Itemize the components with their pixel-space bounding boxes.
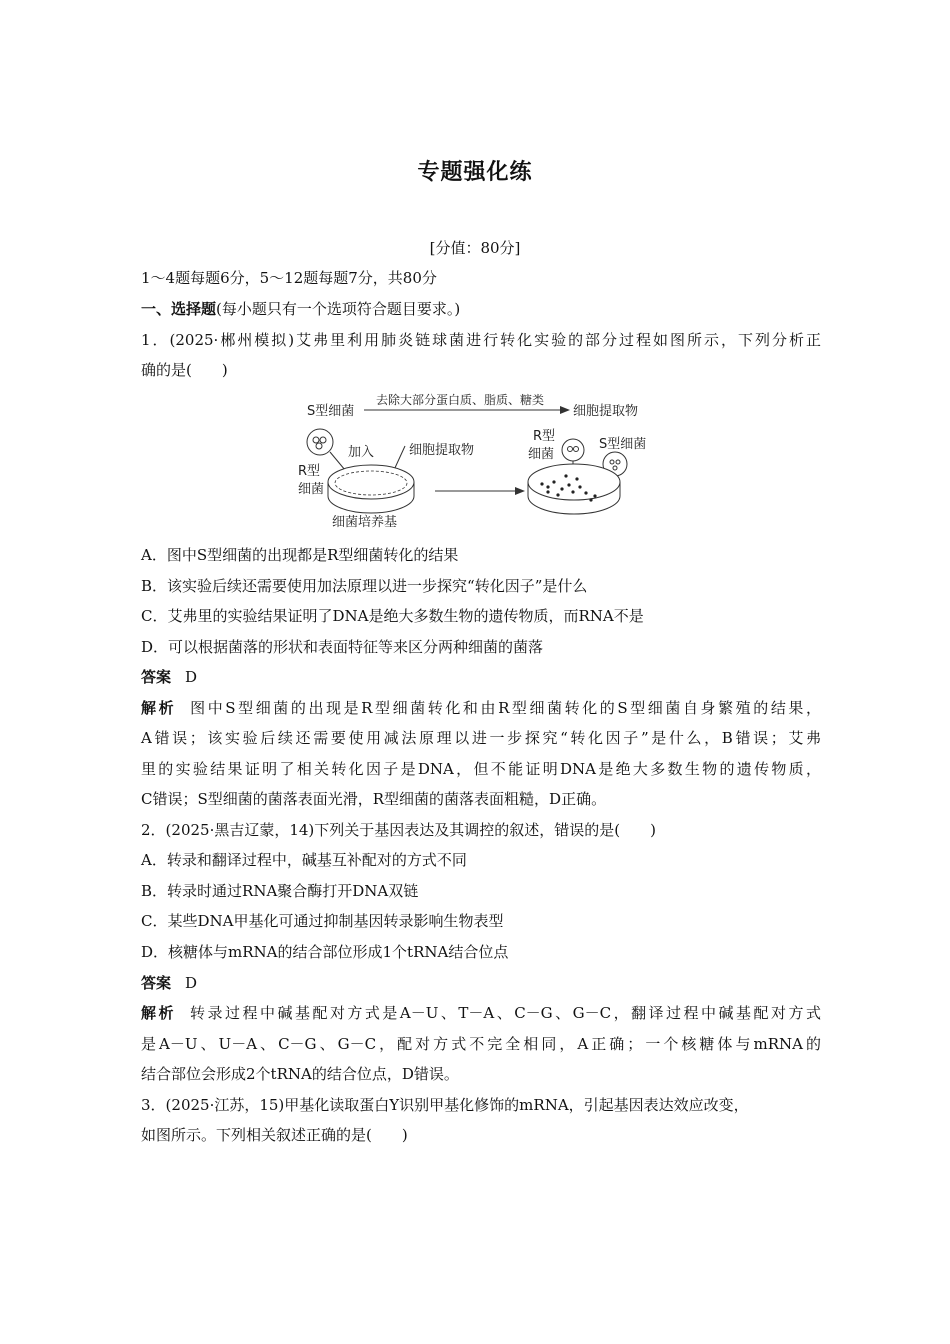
q1-option-b: B．该实验后续还需要使用加法原理以进一步探究“转化因子”是什么 [141,577,588,595]
section-title: 一、选择题 [141,300,217,318]
q2-option-c: C．某些DNA甲基化可通过抑制基因转录影响生物表型 [141,912,504,930]
fig-r-circle [562,439,584,461]
q1-analysis-line2: A错误；该实验后续还需要使用减法原理以进一步探究“转化因子”是什么，B错误；艾弗 [141,729,821,747]
q1-stem-line1: 1．(2025·郴州模拟)艾弗里利用肺炎链球菌进行转化实验的部分过程如图所示，下列分析正 [141,331,821,349]
fig-s-bacteria: S型细菌 [307,404,355,419]
q1-analysis-text-1: 图中S型细菌的出现是R型细菌转化和由R型细菌转化的S型细菌自身繁殖的结果， [190,699,821,717]
fig-r-label-2: 细菌 [298,482,325,497]
fig-s-circle-left [307,429,333,455]
analysis-label: 解析 [141,1004,176,1022]
q2-analysis-line2: 是A－U、U－A、C－G、G－C，配对方式不完全相同，A正确；一个核糖体与mRNA的 [141,1035,821,1053]
q2-analysis-text-1: 转录过程中碱基配对方式是A－U、T－A、C－G、G－C，翻译过程中碱基配对方式 [190,1004,821,1022]
fig-extract2: 细胞提取物 [409,443,475,458]
score-info: [分值：80分] [429,239,521,257]
fig-extract: 细胞提取物 [573,404,639,419]
fig-s2-label: S型细菌 [599,437,647,452]
answer-label: 答案 [141,668,172,686]
q1-option-c: C．艾弗里的实验结果证明了DNA是绝大多数生物的遗传物质，而RNA不是 [141,607,644,625]
fig-remove-label: 去除大部分蛋白质、脂质、糖类 [376,393,545,407]
fig-add: 加入 [348,445,375,460]
q2-option-d: D．核糖体与mRNA的结合部位形成1个tRNA结合位点 [141,943,509,961]
q1-stem-line2: 确的是( ) [141,361,228,379]
q1-analysis-line4: C错误；S型细菌的菌落表面光滑，R型细菌的菌落表面粗糙，D正确。 [141,790,607,808]
fig-dish-left [328,465,414,499]
answer-value: D [185,668,198,686]
q1-analysis-line3: 里的实验结果证明了相关转化因子是DNA，但不能证明DNA是绝大多数生物的遗传物质， [141,760,821,778]
q2-analysis-line1 [141,1003,821,1023]
analysis-label: 解析 [141,699,177,717]
q1-figure [290,388,670,538]
q3-stem-line2: 如图所示。下列相关叙述正确的是( ) [141,1126,408,1144]
answer-label: 答案 [141,974,172,992]
scoring-rule: 1～4题每题6分，5～12题每题7分，共80分 [141,269,437,287]
fig-r2-label-1: R型 [533,429,556,444]
q1-option-d: D．可以根据菌落的形状和表面特征等来区分两种细菌的菌落 [141,638,544,656]
fig-medium: 细菌培养基 [332,515,398,530]
q2-analysis-line3: 结合部位会形成2个tRNA的结合位点，D错误。 [141,1065,459,1083]
q2-answer [141,973,821,993]
fig-dish-right [528,464,620,500]
q2-stem: 2．(2025·黑吉辽蒙，14)下列关于基因表达及其调控的叙述，错误的是( ) [141,821,656,839]
q2-option-b: B．转录时通过RNA聚合酶打开DNA双链 [141,882,419,900]
answer-value: D [185,974,198,992]
q2-option-a: A．转录和翻译过程中，碱基互补配对的方式不同 [141,851,467,869]
q1-answer [141,667,821,687]
fig-r-label-1: R型 [298,464,321,479]
page-title: 专题强化练 [417,160,533,185]
fig-r2-label-2: 细菌 [528,447,555,462]
q1-analysis-line1 [141,698,821,718]
section-note: (每小题只有一个选项符合题目要求。) [216,300,461,318]
q3-stem-line1: 3．(2025·江苏，15)甲基化读取蛋白Y识别甲基化修饰的mRNA，引起基因表达效应改变， [141,1096,749,1114]
q1-option-a: A．图中S型细菌的出现都是R型细菌转化的结果 [141,546,459,564]
section-heading [141,299,821,319]
